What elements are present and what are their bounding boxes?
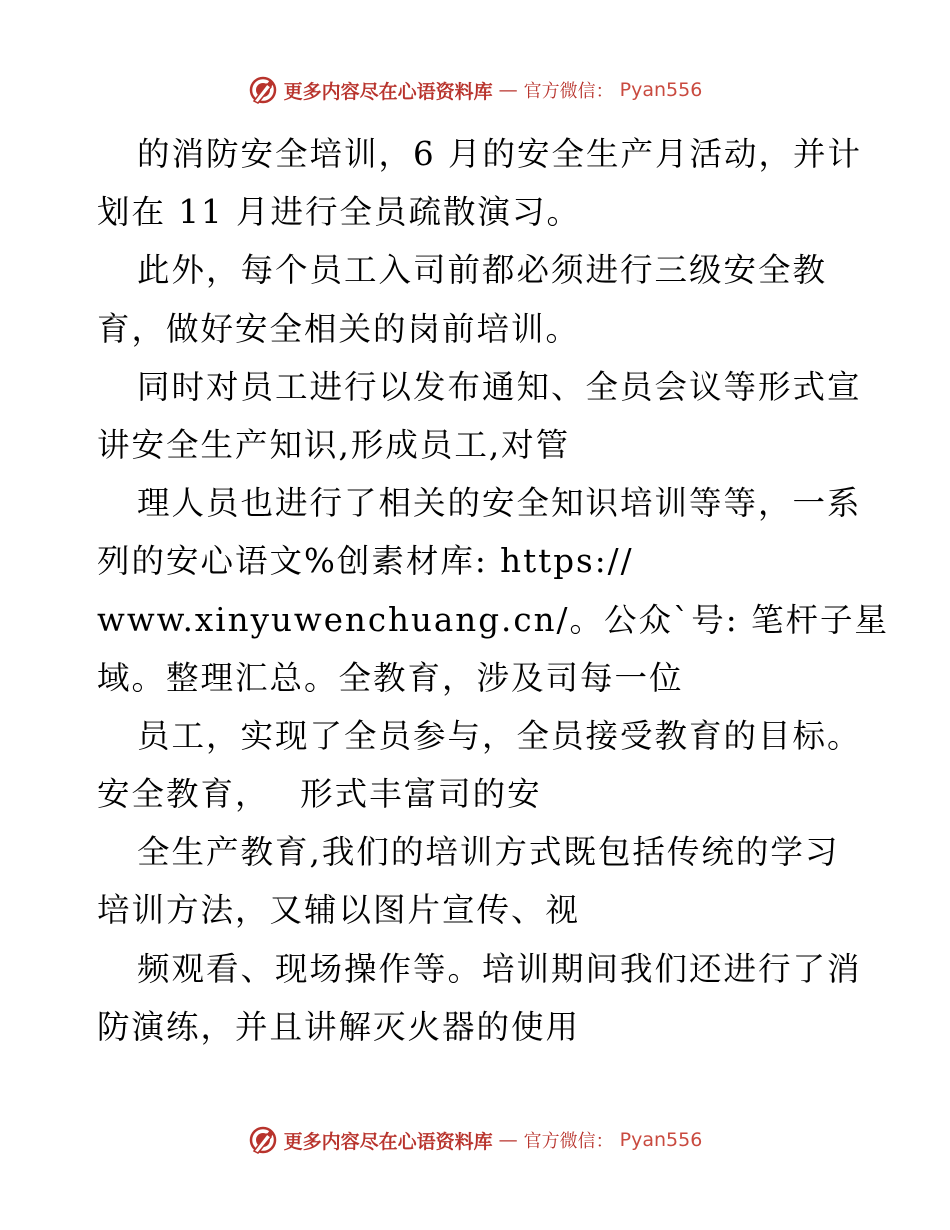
banner-wechat-id: Pyan556 (619, 1129, 703, 1151)
banner-title: 更多内容尽在心语资料库 (283, 1130, 493, 1153)
text-line: 域。整理汇总。全教育，涉及司每一位 (97, 658, 684, 697)
footer-banner-content (248, 1125, 703, 1155)
text-line: 理人员也进行了相关的安全知识培训等等，一系 (137, 484, 862, 523)
header-banner (0, 70, 950, 110)
banner-wechat-id: Pyan556 (619, 79, 703, 101)
footer-banner (0, 1120, 950, 1160)
pen-logo-icon (248, 1125, 278, 1155)
banner-dash: — (498, 1129, 518, 1151)
header-banner-content (248, 75, 703, 105)
text-line: 员工，实现了全员参与，全员接受教育的目标。 (137, 716, 862, 755)
banner-wechat-label: 官方微信： (523, 81, 614, 102)
text-line: 培训方法，又辅以图片宣传、视 (97, 891, 581, 930)
banner-title: 更多内容尽在心语资料库 (283, 80, 493, 103)
text-line: 防演练，并且讲解灭火器的使用 (97, 1007, 581, 1046)
text-line: 同时对员工进行以发布通知、全员会议等形式宣 (137, 367, 862, 406)
text-line: 全生产教育,我们的培训方式既包括传统的学习 (137, 833, 840, 872)
document-body (97, 125, 917, 1056)
text-line: 频观看、现场操作等。培训期间我们还进行了消 (137, 949, 862, 988)
text-line: 列的安心语文%创素材库: https:// (97, 542, 634, 581)
text-line: 安全教育， 形式丰富司的安 (97, 775, 542, 814)
text-line: www.xinyuwenchuang.cn/。公众`号: 笔杆子星 (97, 600, 889, 639)
text-line: 此外，每个员工入司前都必须进行三级安全教 (137, 251, 828, 290)
text-line: 讲安全生产知识,形成员工,对管 (97, 425, 571, 464)
text-line: 划在 11 月进行全员疏散演习。 (97, 193, 582, 232)
pen-logo-icon (248, 75, 278, 105)
banner-dash: — (498, 79, 518, 101)
text-line: 育，做好安全相关的岗前培训。 (97, 309, 581, 348)
text-line: 的消防安全培训，6 月的安全生产月活动，并计 (137, 135, 863, 173)
banner-wechat-label: 官方微信： (523, 1131, 614, 1152)
